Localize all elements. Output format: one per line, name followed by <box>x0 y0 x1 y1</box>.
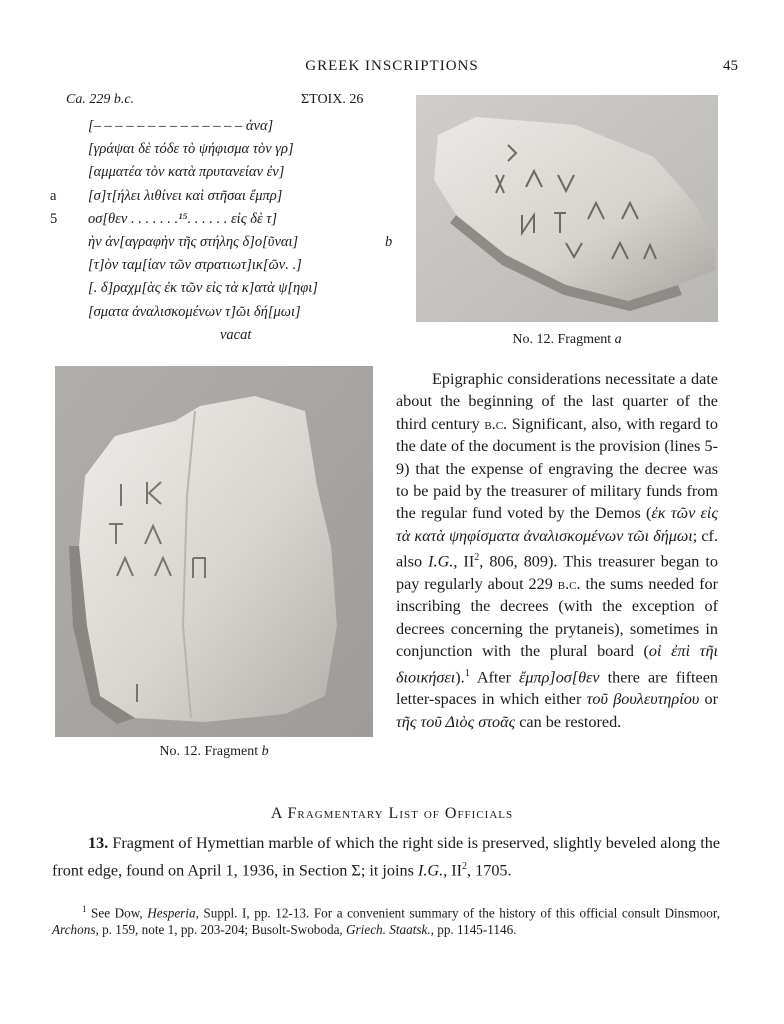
vacat-line <box>50 324 410 347</box>
fragment-marker-b: b <box>385 233 393 250</box>
inscription-date-line <box>66 92 386 108</box>
fragment-marker-a: a <box>50 187 57 204</box>
entry-number: 13. <box>88 834 109 852</box>
fragment-b-photo <box>55 366 373 737</box>
running-head-title: GREEK INSCRIPTIONS <box>305 58 479 74</box>
footnote: $^1$ See Dow, Hesperia, Suppl. I, pp. 12-13. For a convenient summary of the history of this official consult Dinsmoor, Archons, p. 159, note 1, pp. 203-204; Busolt-Swoboda, Griech. Staatsk., pp. 1145-1146. <box>52 904 721 937</box>
fragment-a-caption: No. 12. Fragment a <box>512 332 622 347</box>
stoichedon-label: ΣΤΟΙΧ. 26 <box>301 92 364 107</box>
fragment-a-stone <box>416 95 718 322</box>
page-number: 45 <box>723 58 738 74</box>
commentary-paragraph: Epigraphic considerations necessitate a date about the beginning of the last quarter of the third century b.c. Significant, also, with regard to the date of the document is the provision (lines 5-9) that the expense of engraving the decree was to be paid by the treasurer of military funds from the regular fund voted by the Demos (ἐκ τῶν εἰς τὰ κατὰ ψηφίσματα ἀναλισκομένων τῶι δήμωι; cf. also I.G., $II^2$, 806, 809). This treasurer began to pay regularly about 229 b.c. the sums needed for inscribing the decrees (with the exception of decrees concerning the prytaneis), sometimes in conjunction with the plural board (οἱ ἐπὶ τῆι διοικήσει).$^1$ After ἔμπρ]οσ[θεν there are fifteen letter-spaces in which either τοῦ βουλευτηρίου or τῆς τοῦ Διὸς στοᾶς can be restored. <box>396 370 719 731</box>
greek-quote: τοῦ βουλευτηρίου <box>586 690 700 709</box>
inscription-line: [γράψαι δὲ τόδε τὸ ψήφισμα τὸν γρ] <box>88 141 294 158</box>
entry-13: 13. Fragment of Hymettian marble of which the right side is preserved, slightly beveled along the front edge, found on April 1, 1936, in Section Σ; it joins I.G., $II^2$, 1705. <box>52 834 721 880</box>
inscription-text <box>50 115 410 347</box>
footnote-marker: 1 <box>82 904 87 914</box>
inscription-line: [– – – – – – – – – – – – – – ἀνα] <box>88 118 274 134</box>
fragment-a-photo <box>416 95 718 322</box>
section-title: A Fragmentary List of Officials <box>270 805 514 822</box>
inscription-line: [. δ]ραχμ[ὰς ἐκ τῶν εἰς τὰ κ]ατὰ ψ[ηφι] <box>88 280 318 297</box>
fragment-b-caption: No. 12. Fragment b <box>159 744 269 759</box>
greek-quote: ἐκ τῶν εἰς τὰ κατὰ ψηφίσματα ἀναλισκομένων τῶι δήμωι <box>396 504 718 545</box>
footnote-reference[interactable]: 1 <box>464 667 470 679</box>
greek-quote: ἔμπρ]οσ[θεν <box>519 668 600 687</box>
inscription-line: ὴν ἀν[αγραφὴν τῆς στήλης δ]ο[ῦναι] b <box>50 231 410 254</box>
greek-quote: οἱ ἐπὶ τῆι διοικήσει <box>396 642 718 687</box>
vacat-label: vacat <box>220 326 252 343</box>
inscription-line: a [σ]τ[ήλει λιθίνει καὶ στῆσαι ἔμπρ] <box>50 185 410 208</box>
inscription-line: [τ]ὸν ταμ[ίαν τῶν στρατιωτ]ικ[ῶν. .] <box>88 257 302 274</box>
inscription-line: [αμματέα τὸν κατὰ πρυτανείαν ἐν] <box>88 164 285 181</box>
running-header <box>0 58 784 80</box>
inscription-line: [σματα ἀναλισκομένων τ]ῶι δή[μωι] <box>88 303 301 320</box>
fragment-b-stone <box>55 366 373 737</box>
inscription-line: 5 οσ[θεν . . . . . . .¹⁵. . . . . . εἰς δὲ τ] <box>50 208 410 231</box>
line-number: 5 <box>50 210 58 227</box>
greek-quote: τῆς τοῦ Διὸς στοᾶς <box>396 712 516 731</box>
inscription-date: Ca. 229 b.c. <box>66 92 135 107</box>
